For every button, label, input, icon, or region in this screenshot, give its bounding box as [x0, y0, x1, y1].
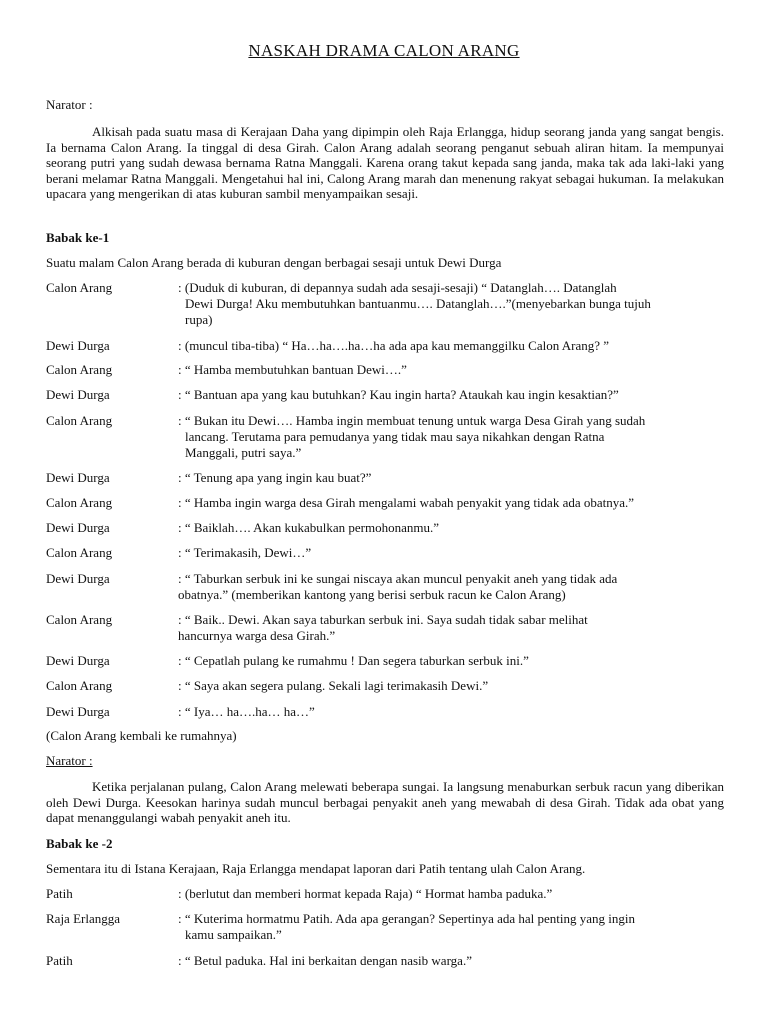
- dialogue-text: : “ Bukan itu Dewi…. Hamba ingin membuat tenung untuk warga Desa Girah yang sudah: [178, 413, 646, 428]
- dialogue-text: lancang. Terutama para pemudanya yang tidak mau saya nikahkan dengan Ratna: [185, 429, 605, 444]
- dialogue-text: : “ Baik.. Dewi. Akan saya taburkan serbuk ini. Saya sudah tidak sabar melihat: [178, 612, 588, 627]
- dialogue-line: [178, 612, 724, 644]
- speaker-name: Calon Arang: [46, 413, 113, 428]
- dialogue-text: : (berlutut dan memberi hormat kepada Raja) “ Hormat hamba paduka.”: [178, 886, 553, 901]
- dialogue-text: : “ Betul paduka. Hal ini berkaitan dengan nasib warga.”: [178, 953, 472, 968]
- speaker-name: Calon Arang: [46, 495, 113, 510]
- dialogue-text: : “ Tenung apa yang ingin kau buat?”: [178, 470, 372, 485]
- dialogue-line: [178, 495, 724, 511]
- dialogue-line: [178, 953, 724, 969]
- dialogue-text: : “ Hamba membutuhkan bantuan Dewi….”: [178, 362, 407, 377]
- dialogue-text: : “ Kuterima hormatmu Patih. Ada apa gerangan? Sepertinya ada hal penting yang ingin: [178, 911, 636, 926]
- dialogue-text: : (muncul tiba-tiba) “ Ha…ha….ha…ha ada apa kau memanggilku Calon Arang? ”: [178, 338, 610, 353]
- dialogue-line: [178, 704, 724, 720]
- act-heading: Babak ke -2: [46, 836, 113, 851]
- speaker-name: Calon Arang: [46, 545, 113, 560]
- dialogue-line: [178, 413, 724, 461]
- speaker-name: Patih: [46, 953, 73, 968]
- dialogue-line: [178, 571, 724, 603]
- speaker-name: Calon Arang: [46, 678, 113, 693]
- dialogue-line: [178, 653, 724, 669]
- speaker-name: Dewi Durga: [46, 571, 110, 586]
- speaker-name: Dewi Durga: [46, 387, 110, 402]
- narration-paragraph: Ketika perjalanan pulang, Calon Arang melewati beberapa sungai. Ia langsung menaburkan serbuk racun yang diberikan oleh Dewi Durga. Keesokan harinya sudah muncul berbagai penyakit aneh yang mewabah di desa Girah. Tidak ada obat yang dapat menanggulangi wabah penyakit aneh itu.: [46, 779, 724, 825]
- intro-paragraph: Alkisah pada suatu masa di Kerajaan Daha yang dipimpin oleh Raja Erlangga, hidup seorang janda yang sangat bengis. Ia bernama Calon Arang. Ia tinggal di desa Girah. Calon Arang adalah seorang penganut sebuah aliran hitam. Ia mempunyai seorang putri yang sudah dewasa bernama Ratna Manggali. Karena orang takut kepada sang janda, maka tak ada laki-laki yang berani melamar Ratna Manggali. Mengetahui hal ini, Calong Arang marah dan menenung rakyat sebagai hukuman. Ia melakukan upacara yang mengerikan di atas kuburan sambil menyampaikan sesaji.: [46, 124, 724, 201]
- dialogue-text: : “ Iya… ha….ha… ha…”: [178, 704, 315, 719]
- speaker-name: Calon Arang: [46, 362, 113, 377]
- speaker-name: Calon Arang: [46, 280, 113, 295]
- dialogue-line: [178, 886, 724, 902]
- dialogue-line: [178, 520, 724, 536]
- narrator-label: Narator :: [46, 97, 93, 112]
- dialogue-text: : “ Taburkan serbuk ini ke sungai niscaya akan muncul penyakit aneh yang tidak ada: [178, 571, 618, 586]
- dialogue-text: : “ Cepatlah pulang ke rumahmu ! Dan segera taburkan serbuk ini.”: [178, 653, 529, 668]
- speaker-name: Dewi Durga: [46, 470, 110, 485]
- dialogue-text: obatnya.” (memberikan kantong yang berisi serbuk racun ke Calon Arang): [178, 587, 566, 602]
- dialogue-line: [178, 470, 724, 486]
- speaker-name: Calon Arang: [46, 612, 113, 627]
- speaker-name: Dewi Durga: [46, 338, 110, 353]
- speaker-name: Patih: [46, 886, 73, 901]
- speaker-name: Dewi Durga: [46, 520, 110, 535]
- dialogue-line: [178, 387, 724, 403]
- dialogue-text: Manggali, putri saya.”: [185, 445, 302, 460]
- dialogue-line: [178, 545, 724, 561]
- dialogue-text: kamu sampaikan.”: [185, 927, 282, 942]
- scene-setting: Suatu malam Calon Arang berada di kuburan dengan berbagai sesaji untuk Dewi Durga: [46, 255, 502, 270]
- dialogue-text: : (Duduk di kuburan, di depannya sudah ada sesaji-sesaji) “ Datanglah…. Datanglah: [178, 280, 617, 295]
- dialogue-line: [178, 338, 724, 354]
- page-title: NASKAH DRAMA CALON ARANG: [248, 41, 520, 60]
- dialogue-line: [178, 678, 724, 694]
- act-heading: Babak ke-1: [46, 230, 110, 245]
- speaker-name: Dewi Durga: [46, 653, 110, 668]
- dialogue-text: : “ Hamba ingin warga desa Girah mengalami wabah penyakit yang tidak ada obatnya.”: [178, 495, 635, 510]
- speaker-name: Raja Erlangga: [46, 911, 120, 926]
- dialogue-line: [178, 911, 724, 943]
- speaker-name: Dewi Durga: [46, 704, 110, 719]
- dialogue-text: rupa): [185, 312, 213, 327]
- dialogue-text: : “ Saya akan segera pulang. Sekali lagi terimakasih Dewi.”: [178, 678, 489, 693]
- narrator-label: Narator :: [46, 753, 93, 768]
- dialogue-text: Dewi Durga! Aku membutuhkan bantuanmu…. Datanglah….”(menyebarkan bunga tujuh: [185, 296, 651, 311]
- dialogue-line: [178, 280, 724, 328]
- dialogue-line: [178, 362, 724, 378]
- dialogue-text: : “ Terimakasih, Dewi…”: [178, 545, 312, 560]
- stage-direction: (Calon Arang kembali ke rumahnya): [46, 728, 237, 743]
- dialogue-text: hancurnya warga desa Girah.”: [178, 628, 336, 643]
- dialogue-text: : “ Bantuan apa yang kau butuhkan? Kau ingin harta? Ataukah kau ingin kesaktian?”: [178, 387, 619, 402]
- dialogue-text: : “ Baiklah…. Akan kukabulkan permohonanmu.”: [178, 520, 440, 535]
- scene-setting: Sementara itu di Istana Kerajaan, Raja Erlangga mendapat laporan dari Patih tentang ulah Calon Arang.: [46, 861, 586, 876]
